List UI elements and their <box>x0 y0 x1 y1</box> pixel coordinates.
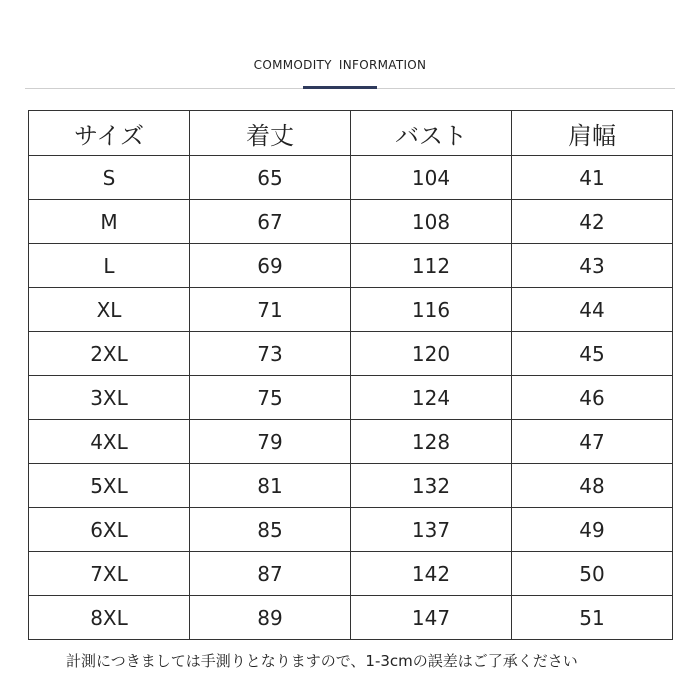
cell-size: 2XL <box>29 332 190 376</box>
cell-bust: 116 <box>351 288 512 332</box>
cell-bust: 137 <box>351 508 512 552</box>
cell-size: M <box>29 200 190 244</box>
header-shoulder: 肩幅 <box>512 111 673 156</box>
size-chart-table <box>28 110 673 640</box>
cell-length: 71 <box>190 288 351 332</box>
table-row <box>29 552 673 596</box>
table-row <box>29 376 673 420</box>
table-row <box>29 332 673 376</box>
cell-length: 89 <box>190 596 351 640</box>
cell-bust: 104 <box>351 156 512 200</box>
cell-length: 87 <box>190 552 351 596</box>
cell-length: 73 <box>190 332 351 376</box>
cell-shoulder: 43 <box>512 244 673 288</box>
cell-bust: 132 <box>351 464 512 508</box>
cell-shoulder: 47 <box>512 420 673 464</box>
cell-size: 4XL <box>29 420 190 464</box>
cell-length: 81 <box>190 464 351 508</box>
cell-bust: 108 <box>351 200 512 244</box>
cell-shoulder: 41 <box>512 156 673 200</box>
cell-size: L <box>29 244 190 288</box>
cell-shoulder: 44 <box>512 288 673 332</box>
cell-size: 8XL <box>29 596 190 640</box>
cell-length: 69 <box>190 244 351 288</box>
cell-shoulder: 46 <box>512 376 673 420</box>
cell-shoulder: 48 <box>512 464 673 508</box>
table-row <box>29 200 673 244</box>
cell-length: 85 <box>190 508 351 552</box>
cell-size: 5XL <box>29 464 190 508</box>
title-divider-accent <box>303 86 377 89</box>
table-header-row <box>29 111 673 156</box>
table-row <box>29 288 673 332</box>
cell-length: 65 <box>190 156 351 200</box>
cell-shoulder: 42 <box>512 200 673 244</box>
cell-size: 7XL <box>29 552 190 596</box>
cell-shoulder: 51 <box>512 596 673 640</box>
cell-size: 6XL <box>29 508 190 552</box>
cell-shoulder: 50 <box>512 552 673 596</box>
cell-size: XL <box>29 288 190 332</box>
cell-shoulder: 49 <box>512 508 673 552</box>
cell-bust: 147 <box>351 596 512 640</box>
header-length: 着丈 <box>190 111 351 156</box>
cell-bust: 128 <box>351 420 512 464</box>
cell-shoulder: 45 <box>512 332 673 376</box>
cell-size: 3XL <box>29 376 190 420</box>
cell-bust: 142 <box>351 552 512 596</box>
cell-bust: 124 <box>351 376 512 420</box>
cell-size: S <box>29 156 190 200</box>
table-row <box>29 156 673 200</box>
cell-bust: 112 <box>351 244 512 288</box>
cell-length: 75 <box>190 376 351 420</box>
table-row <box>29 420 673 464</box>
header-size: サイズ <box>29 111 190 156</box>
table-row <box>29 244 673 288</box>
cell-bust: 120 <box>351 332 512 376</box>
section-title: COMMODITY INFORMATION <box>253 58 427 72</box>
table-row <box>29 508 673 552</box>
cell-length: 67 <box>190 200 351 244</box>
table-row <box>29 596 673 640</box>
measurement-note: 計測につきましては手測りとなりますので、1-3cmの誤差はご了承ください <box>66 652 578 670</box>
cell-length: 79 <box>190 420 351 464</box>
table-row <box>29 464 673 508</box>
header-bust: バスト <box>351 111 512 156</box>
